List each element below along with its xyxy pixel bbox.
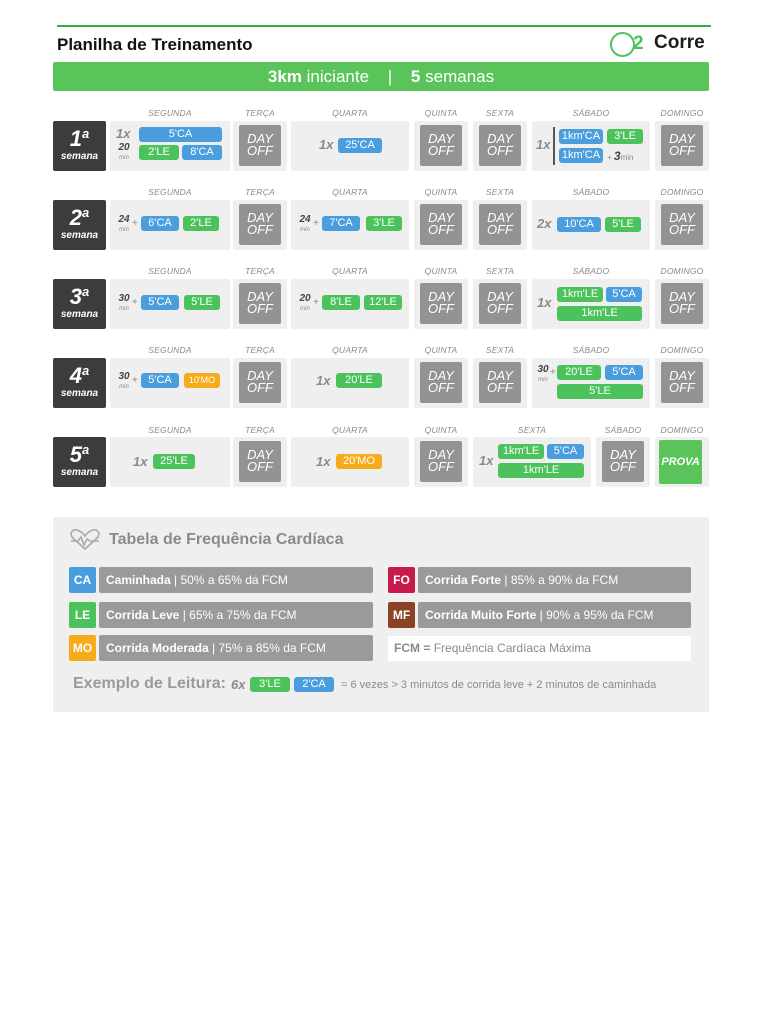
example-pill-le: 3'LE <box>250 677 290 692</box>
brand-logo <box>610 31 715 57</box>
week-label: semana <box>60 309 99 320</box>
repeat-count: 1x <box>116 126 131 141</box>
day-off-block: DAY OFF <box>602 441 644 482</box>
repeat-minutes: 30 min <box>537 364 549 383</box>
day-off-block: DAY OFF <box>661 125 703 166</box>
day-off-block: DAY OFF <box>479 283 521 324</box>
legend-code-mo: MO <box>69 635 96 661</box>
day-off-block: DAY OFF <box>479 125 521 166</box>
workout-cell <box>110 121 230 171</box>
week-badge-4 <box>53 358 106 408</box>
week-number: 4$^a$ <box>69 363 90 388</box>
day-header-quarta: QUARTA <box>332 108 368 118</box>
workout-cell <box>110 200 230 250</box>
workout-pill-mo: 20'MO <box>336 454 382 469</box>
week-number: 3$^a$ <box>69 284 90 309</box>
day-off-block: DAY OFF <box>661 204 703 245</box>
workout-cell <box>233 279 287 329</box>
workout-pill-le: 2'LE <box>139 145 179 160</box>
week-label: semana <box>60 151 99 162</box>
legend-code-ca: CA <box>69 567 96 593</box>
day-header-segunda: SEGUNDA <box>148 266 192 276</box>
day-header-terca: TERÇA <box>245 425 275 435</box>
example-repeat-count: 6x <box>231 677 246 692</box>
plus-sign: + <box>313 218 319 229</box>
day-header-sabado: SÁBADO <box>604 425 642 435</box>
repeat-count: 2x <box>537 216 552 231</box>
repeat-minutes: 20 min <box>118 142 130 161</box>
workout-cell <box>532 358 650 408</box>
day-header-segunda: SEGUNDA <box>148 425 192 435</box>
week-badge-5 <box>53 437 106 487</box>
plus-sign: + <box>132 375 138 386</box>
banner-distance: 3km <box>267 67 302 86</box>
workout-pill-le: 8'LE <box>322 295 360 310</box>
workout-pill-ca: 6'CA <box>141 216 179 231</box>
workout-cell <box>473 437 591 487</box>
workout-pill-le: 3'LE <box>607 129 643 144</box>
week-number: 5$^a$ <box>69 442 90 467</box>
workout-pill-ca: 5'CA <box>139 127 222 142</box>
week-label: semana <box>60 388 99 399</box>
legend-title: Tabela de Frequência Cardíaca <box>109 531 344 548</box>
day-header-sexta: SEXTA <box>485 187 515 197</box>
repeat-minutes: 20 min <box>299 293 311 312</box>
workout-cell <box>291 200 409 250</box>
workout-cell <box>233 358 287 408</box>
legend-code-le: LE <box>69 602 96 628</box>
workout-cell <box>532 200 650 250</box>
workout-pill-le: 5'LE <box>557 384 643 399</box>
legend-entry-mf: Corrida Muito Forte | 90% a 95% da FCM <box>418 602 691 628</box>
workout-pill-ca: 5'CA <box>141 373 179 388</box>
workout-cell <box>473 121 527 171</box>
workout-cell <box>110 437 230 487</box>
workout-pill-le: 1km'LE <box>498 444 544 459</box>
workout-pill-le: 5'LE <box>605 217 641 232</box>
day-off-block: DAY OFF <box>239 204 281 245</box>
workout-cell <box>233 437 287 487</box>
day-header-sabado: SÁBADO <box>572 266 610 276</box>
workout-pill-le: 12'LE <box>364 295 402 310</box>
day-header-domingo: DOMINGO <box>660 187 704 197</box>
workout-pill-ca: 25'CA <box>338 138 382 153</box>
plan-banner <box>53 62 709 91</box>
header-rule <box>57 25 711 27</box>
workout-pill-ca: 1km'CA <box>559 129 603 144</box>
extra-minutes: + 3min <box>607 149 634 163</box>
workout-cell <box>414 358 468 408</box>
day-off-block: DAY OFF <box>239 362 281 403</box>
workout-cell <box>655 121 709 171</box>
group-bracket <box>553 127 555 165</box>
day-header-domingo: DOMINGO <box>660 108 704 118</box>
plus-sign: + <box>313 297 319 308</box>
day-header-sabado: SÁBADO <box>572 108 610 118</box>
heartbeat-icon <box>69 529 101 551</box>
week-badge-2 <box>53 200 106 250</box>
workout-cell <box>532 279 650 329</box>
fcm-definition: FCM = Frequência Cardíaca Máxima <box>388 636 691 661</box>
day-header-quarta: QUARTA <box>332 187 368 197</box>
day-header-terca: TERÇA <box>245 108 275 118</box>
day-off-block: DAY OFF <box>479 362 521 403</box>
workout-pill-le: 25'LE <box>153 454 195 469</box>
day-header-quinta: QUINTA <box>424 108 458 118</box>
day-header-sabado: SÁBADO <box>572 187 610 197</box>
day-header-quinta: QUINTA <box>424 266 458 276</box>
logo-text: Corre <box>654 32 705 53</box>
workout-cell <box>291 437 409 487</box>
day-off-block: DAY OFF <box>420 362 462 403</box>
repeat-count: 1x <box>536 137 551 152</box>
repeat-count: 1x <box>479 453 494 468</box>
repeat-minutes: 30 min <box>118 293 130 312</box>
example-explanation: = 6 vezes > 3 minutos de corrida leve + 2 minutos de caminhada <box>341 679 657 691</box>
workout-cell <box>110 358 230 408</box>
day-off-block: DAY OFF <box>420 283 462 324</box>
workout-pill-le: 1km'LE <box>498 463 584 478</box>
workout-pill-ca: 10'CA <box>557 217 601 232</box>
day-header-domingo: DOMINGO <box>660 266 704 276</box>
workout-cell <box>473 358 527 408</box>
workout-cell <box>291 121 409 171</box>
workout-cell <box>473 200 527 250</box>
repeat-minutes: 24 min <box>299 214 311 233</box>
banner-level: iniciante <box>306 67 370 86</box>
workout-cell <box>655 358 709 408</box>
legend-entry-ca: Caminhada | 50% a 65% da FCM <box>99 567 373 593</box>
plus-sign: + <box>132 297 138 308</box>
day-header-terca: TERÇA <box>245 187 275 197</box>
legend-entry-fo: Corrida Forte | 85% a 90% da FCM <box>418 567 691 593</box>
workout-pill-le: 2'LE <box>183 216 219 231</box>
workout-pill-le: 1km'LE <box>557 287 603 302</box>
heart-rate-legend <box>53 517 709 712</box>
week-number: 2$^a$ <box>69 205 90 230</box>
workout-cell <box>655 279 709 329</box>
week-label: semana <box>60 467 99 478</box>
workout-pill-le: 3'LE <box>366 216 402 231</box>
workout-cell <box>110 279 230 329</box>
race-day-block: PROVA <box>659 440 702 484</box>
day-header-terca: TERÇA <box>245 266 275 276</box>
day-off-block: DAY OFF <box>661 283 703 324</box>
plus-sign: + <box>550 367 556 378</box>
workout-pill-ca: 7'CA <box>322 216 360 231</box>
legend-entry-le: Corrida Leve | 65% a 75% da FCM <box>99 602 373 628</box>
legend-code-mf: MF <box>388 602 415 628</box>
repeat-minutes: 24 min <box>118 214 130 233</box>
day-header-quarta: QUARTA <box>332 345 368 355</box>
workout-pill-ca: 5'CA <box>547 444 584 459</box>
banner-separator: | <box>387 67 393 86</box>
day-header-domingo: DOMINGO <box>660 345 704 355</box>
plus-sign: + <box>132 218 138 229</box>
logo-circle-icon <box>610 32 635 57</box>
day-off-block: DAY OFF <box>420 204 462 245</box>
workout-cell <box>532 121 650 171</box>
week-number: 1$^a$ <box>69 126 90 151</box>
repeat-count: 1x <box>316 454 331 469</box>
workout-cell <box>655 437 709 487</box>
workout-cell <box>473 279 527 329</box>
legend-code-fo: FO <box>388 567 415 593</box>
workout-cell <box>414 437 468 487</box>
day-off-block: DAY OFF <box>479 204 521 245</box>
workout-cell <box>414 121 468 171</box>
day-header-sexta: SEXTA <box>485 108 515 118</box>
workout-pill-ca: 1km'CA <box>559 148 603 163</box>
day-header-quinta: QUINTA <box>424 425 458 435</box>
day-off-block: DAY OFF <box>239 441 281 482</box>
workout-pill-ca: 5'CA <box>606 287 642 302</box>
day-header-terca: TERÇA <box>245 345 275 355</box>
day-off-block: DAY OFF <box>661 362 703 403</box>
workout-pill-ca: 5'CA <box>605 365 643 380</box>
workout-pill-le: 1km'LE <box>557 306 642 321</box>
workout-cell <box>233 200 287 250</box>
workout-cell <box>233 121 287 171</box>
week-badge-1 <box>53 121 106 171</box>
day-header-segunda: SEGUNDA <box>148 345 192 355</box>
legend-entry-mo: Corrida Moderada | 75% a 85% da FCM <box>99 635 373 661</box>
workout-cell <box>414 279 468 329</box>
logo-two: 2 <box>633 33 644 54</box>
repeat-count: 1x <box>537 295 552 310</box>
day-header-segunda: SEGUNDA <box>148 108 192 118</box>
week-label: semana <box>60 230 99 241</box>
workout-pill-le: 5'LE <box>184 295 220 310</box>
page-title: Planilha de Treinamento <box>57 35 253 54</box>
day-off-block: DAY OFF <box>239 125 281 166</box>
workout-pill-ca: 8'CA <box>182 145 222 160</box>
day-header-sexta: SEXTA <box>485 345 515 355</box>
workout-cell <box>291 279 409 329</box>
workout-cell <box>655 200 709 250</box>
repeat-count: 1x <box>319 137 334 152</box>
day-off-block: DAY OFF <box>420 125 462 166</box>
workout-pill-le: 20'LE <box>336 373 382 388</box>
day-header-sexta: SEXTA <box>517 425 547 435</box>
workout-cell <box>414 200 468 250</box>
example-label: Exemplo de Leitura: <box>73 675 226 692</box>
repeat-count: 1x <box>316 373 331 388</box>
banner-weeks-num: 5 <box>410 67 421 86</box>
day-header-quarta: QUARTA <box>332 266 368 276</box>
day-off-block: DAY OFF <box>420 441 462 482</box>
day-header-segunda: SEGUNDA <box>148 187 192 197</box>
repeat-minutes: 30 min <box>118 371 130 390</box>
day-header-quinta: QUINTA <box>424 187 458 197</box>
day-header-sexta: SEXTA <box>485 266 515 276</box>
workout-pill-ca: 5'CA <box>141 295 179 310</box>
workout-cell <box>291 358 409 408</box>
day-header-domingo: DOMINGO <box>660 425 704 435</box>
week-badge-3 <box>53 279 106 329</box>
workout-pill-mo: 10'MO <box>184 373 220 388</box>
day-header-quarta: QUARTA <box>332 425 368 435</box>
banner-weeks-word: semanas <box>425 67 495 86</box>
workout-cell <box>596 437 650 487</box>
day-header-quinta: QUINTA <box>424 345 458 355</box>
workout-pill-le: 20'LE <box>557 365 601 380</box>
day-header-sabado: SÁBADO <box>572 345 610 355</box>
day-off-block: DAY OFF <box>239 283 281 324</box>
repeat-count: 1x <box>133 454 148 469</box>
example-pill-ca: 2'CA <box>294 677 334 692</box>
